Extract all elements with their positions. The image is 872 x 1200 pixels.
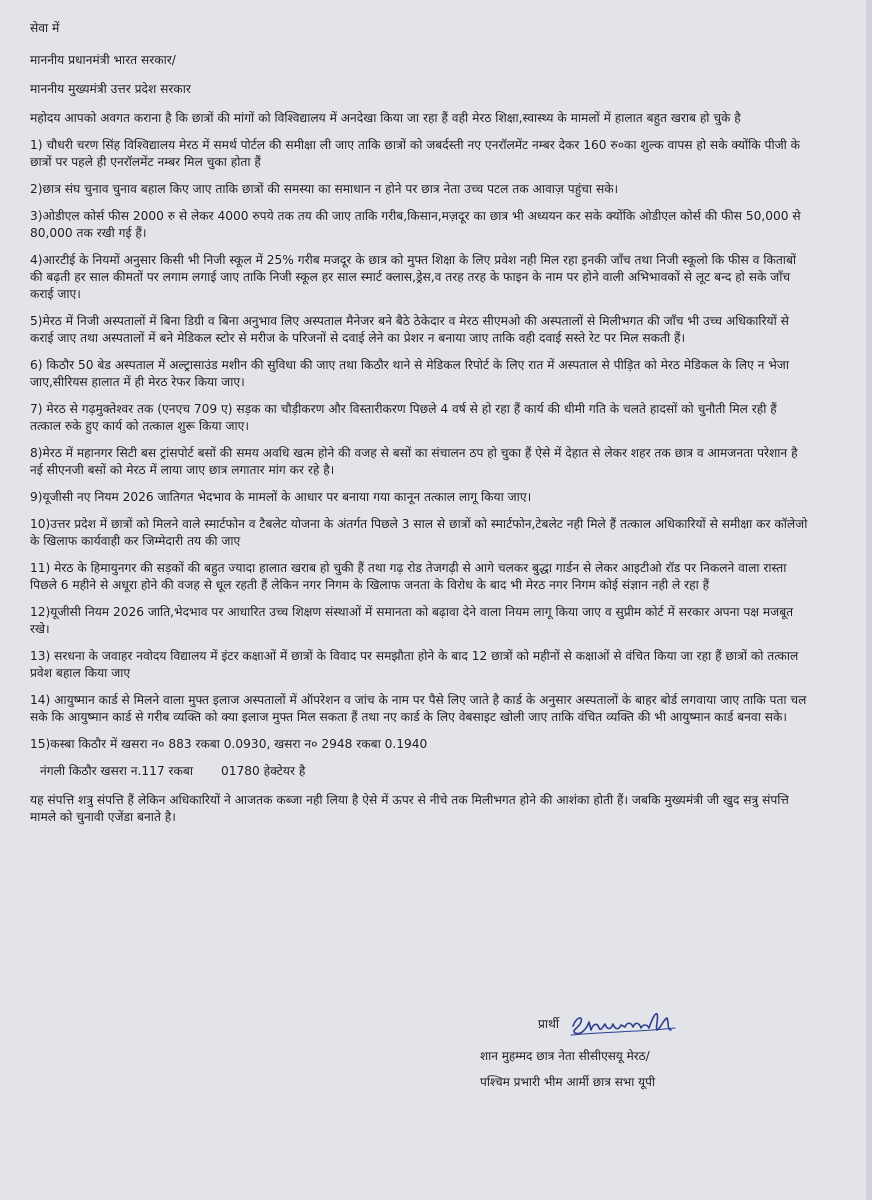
demand-point-15: 15)कस्बा किठौर में खसरा न० 883 रकबा 0.0930, खसरा न० 2948 रकबा 0.1940 — [30, 737, 428, 751]
demand-point-7: 7) मेरठ से गढ़मुक्तेश्वर तक (एनएच 709 ए) सड़क का चौड़ीकरण और विस्तारीकरण पिछले 4 वर्ष से हो रहा हैं कार्य की धीमी गति के चलते हादसों को चुनौती मिल रही हैं तत्काल रुके हुए कार्य को तत्काल शुरू किया जाए। — [30, 402, 777, 433]
signer-name-line: शान मुहम्मद छात्र नेता सीसीएसयू मेरठ/ — [480, 1049, 650, 1063]
intro-paragraph: महोदय आपको अवगत कराना है कि छात्रों की मांगों को विश्विद्यालय में अनदेखा किया जा रहा हैं वही मेरठ शिक्षा,स्वास्थ्य के मामलों में हालात बहुत खराब हो चुके है — [30, 111, 741, 125]
signer-designation-line: पश्चिम प्रभारी भीम आर्मी छात्र सभा यूपी — [480, 1075, 656, 1089]
addressee-cm: माननीय मुख्यमंत्री उत्तर प्रदेश सरकार — [30, 82, 191, 96]
applicant-row — [538, 1008, 810, 1038]
signature-block — [480, 1008, 810, 1100]
land-record-left: नंगली किठौर खसरा न.117 रकबा — [40, 764, 193, 778]
land-record-right: 01780 हेक्टेयर है — [221, 764, 306, 778]
signature-scribble — [569, 1008, 679, 1038]
demand-point-14: 14) आयुष्मान कार्ड से मिलने वाला मुफ्त इलाज अस्पतालों में ऑपरेशन व जांच के नाम पर पैसे लिए जाते है कार्ड के अनुसार अस्पतालों के बाहर बोर्ड लगवाया जाए ताकि पता चल सके कि आयुष्मान कार्ड से गरीब व्यक्ति को क्या इलाज मुफ्त मिल सकता हैं तथा नए कार्ड के लिए वेबसाइट खोली जाए ताकि वंचित व्यक्ति की भी आयुष्मान कार्ड बनवा सके। — [30, 693, 807, 724]
applicant-label: प्रार्थी — [538, 1016, 560, 1031]
demand-point-12: 12)यूजीसी नियम 2026 जाति,भेदभाव पर आधारित उच्च शिक्षण संस्थाओं में समानता को बढ़ावा देने वाला नियम लागू किया जाए व सुप्रीम कोर्ट में सरकार अपना पक्ष मजबूत रखे। — [30, 605, 794, 636]
closing-paragraph: यह संपत्ति शत्रु संपत्ति हैं लेकिन अधिकारियों ने आजतक कब्जा नही लिया है ऐसे में ऊपर से नीचे तक मिलीभगत होने की आशंका होती हैं। जबकि मुख्यमंत्री जी खुद सत्रु संपत्ति मामले को चुनावी एजेंडा बनाते है। — [30, 793, 789, 824]
demand-point-10: 10)उत्तर प्रदेश में छात्रों को मिलने वाले स्मार्टफोन व टैबलेट योजना के अंतर्गत पिछले 3 साल से छात्रों को स्मार्टफोन,टेबलेट नही मिले हैं तत्काल अधिकारियों से समीक्षा कर कॉलेजो के खिलाफ कार्यवाही कर जिम्मेदारी तय की जाए — [30, 517, 808, 548]
demand-point-6: 6) किठौर 50 बेड अस्पताल में अल्ट्रासाउंड मशीन की सुविधा की जाए तथा किठौर थाने से मेडिकल रिपोर्ट के लिए रात में अस्पताल से पीड़ित को मेरठ मेडिकल के लिए न भेजा जाए,सीरियस हालात में ही मेरठ रेफर किया जाए। — [30, 358, 789, 389]
demand-point-13: 13) सरधना के जवाहर नवोदय विद्यालय में इंटर कक्षाओं में छात्रों के विवाद पर समझौता होने के बाद 12 छात्रों को महीनों से कक्षाओं से वंचित किया जा रहा हैं छात्रों को तत्काल प्रवेश बहाल किया जाए — [30, 649, 799, 680]
addressee-pm: माननीय प्रधानमंत्री भारत सरकार/ — [30, 53, 176, 67]
demand-point-1: 1) चौधरी चरण सिंह विश्विद्यालय मेरठ में समर्थ पोर्टल की समीक्षा ली जाए ताकि छात्रों को जबर्दस्ती नए एनरॉलमेंट नम्बर देकर 160 रु०का शुल्क वापस हो सके क्योंकि पीजी के छात्रों पर पहले ही एनरॉलमेंट नम्बर मिल चुका होता हैं — [30, 138, 801, 169]
demand-point-11: 11) मेरठ के हिमायुनगर की सड़कों की बहुत ज्यादा हालात खराब हो चुकी हैं तथा गढ़ रोड तेजगढ़ी से आगे चलकर बुद्धा गार्डन से लेकर आइटीओ रॉड पर निकलने वाला रास्ता पिछले 6 महीने से अधूरा होने की वजह से धूल रहती हैं लेकिन नगर निगम के खिलाफ जनता के विरोध के बाद भी मेरठ नगर निगम कोई संज्ञान नही ले रहा हैं — [30, 561, 787, 592]
demand-point-4: 4)आरटीई के नियमों अनुसार किसी भी निजी स्कूल में 25% गरीब मजदूर के छात्र को मुफ्त शिक्षा के लिए प्रवेश नही मिल रहा इनकी जाँच तथा निजी स्कूलो कि फीस व किताबों की बढ़ती हर साल कीमतों पर लगाम लगाई जाए ताकि निजी स्कूल हर साल स्मार्ट क्लास,ड्रेस,व तरह तरह के फाइन के नाम पर होने वाली अभिभावकों से लूट बन्द हो सके जाँच कराई जाए। — [30, 253, 797, 301]
demand-point-3: 3)ओडीएल कोर्स फीस 2000 रु से लेकर 4000 रुपये तक तय की जाए ताकि गरीब,किसान,मज़दूर का छात्र भी अध्ययन कर सके क्योंकि ओडीएल कोर्स की फीस 50,000 से 80,000 तक रखी गई हैं। — [30, 209, 801, 240]
land-record-line — [30, 763, 810, 780]
demand-point-8: 8)मेरठ में महानगर सिटी बस ट्रांसपोर्ट बसों की समय अवधि खत्म होने की वजह से बसों का संचालन ठप हो चुका हैं ऐसे में देहात से लेकर शहर तक छात्र व आमजनता परेशान है नई सीएनजी बसों को मेरठ में लाया जाए छात्र लगातार मांग कर रहे है। — [30, 446, 798, 477]
demand-point-5: 5)मेरठ में निजी अस्पतालों में बिना डिग्री व बिना अनुभाव लिए अस्पताल मैनेजर बने बैठे ठेकेदार व मेरठ सीएमओ की अस्पतालों से मिलीभगत की जाँच भी उच्च अधिकारियों से कराई जाए तथा अस्पतालों में बने मेडिकल स्टोर से मरीज के परिजनों से दवाई लेने का प्रेशर न बनाया जाए ताकि वही दवाई सस्ते रेट पर मिल सकती हैं। — [30, 314, 789, 345]
salutation: सेवा में — [30, 21, 60, 35]
demand-point-2: 2)छात्र संघ चुनाव चुनाव बहाल किए जाए ताकि छात्रों की समस्या का समाधान न होने पर छात्र नेता उच्च पटल तक आवाज़ पहुंचा सके। — [30, 182, 619, 196]
handwritten-signature — [569, 1008, 679, 1038]
page-edge-shadow — [866, 0, 872, 1200]
demand-point-9: 9)यूजीसी नए नियम 2026 जातिगत भेदभाव के मामलों के आधार पर बनाया गया कानून तत्काल लागू किया जाए। — [30, 490, 532, 504]
